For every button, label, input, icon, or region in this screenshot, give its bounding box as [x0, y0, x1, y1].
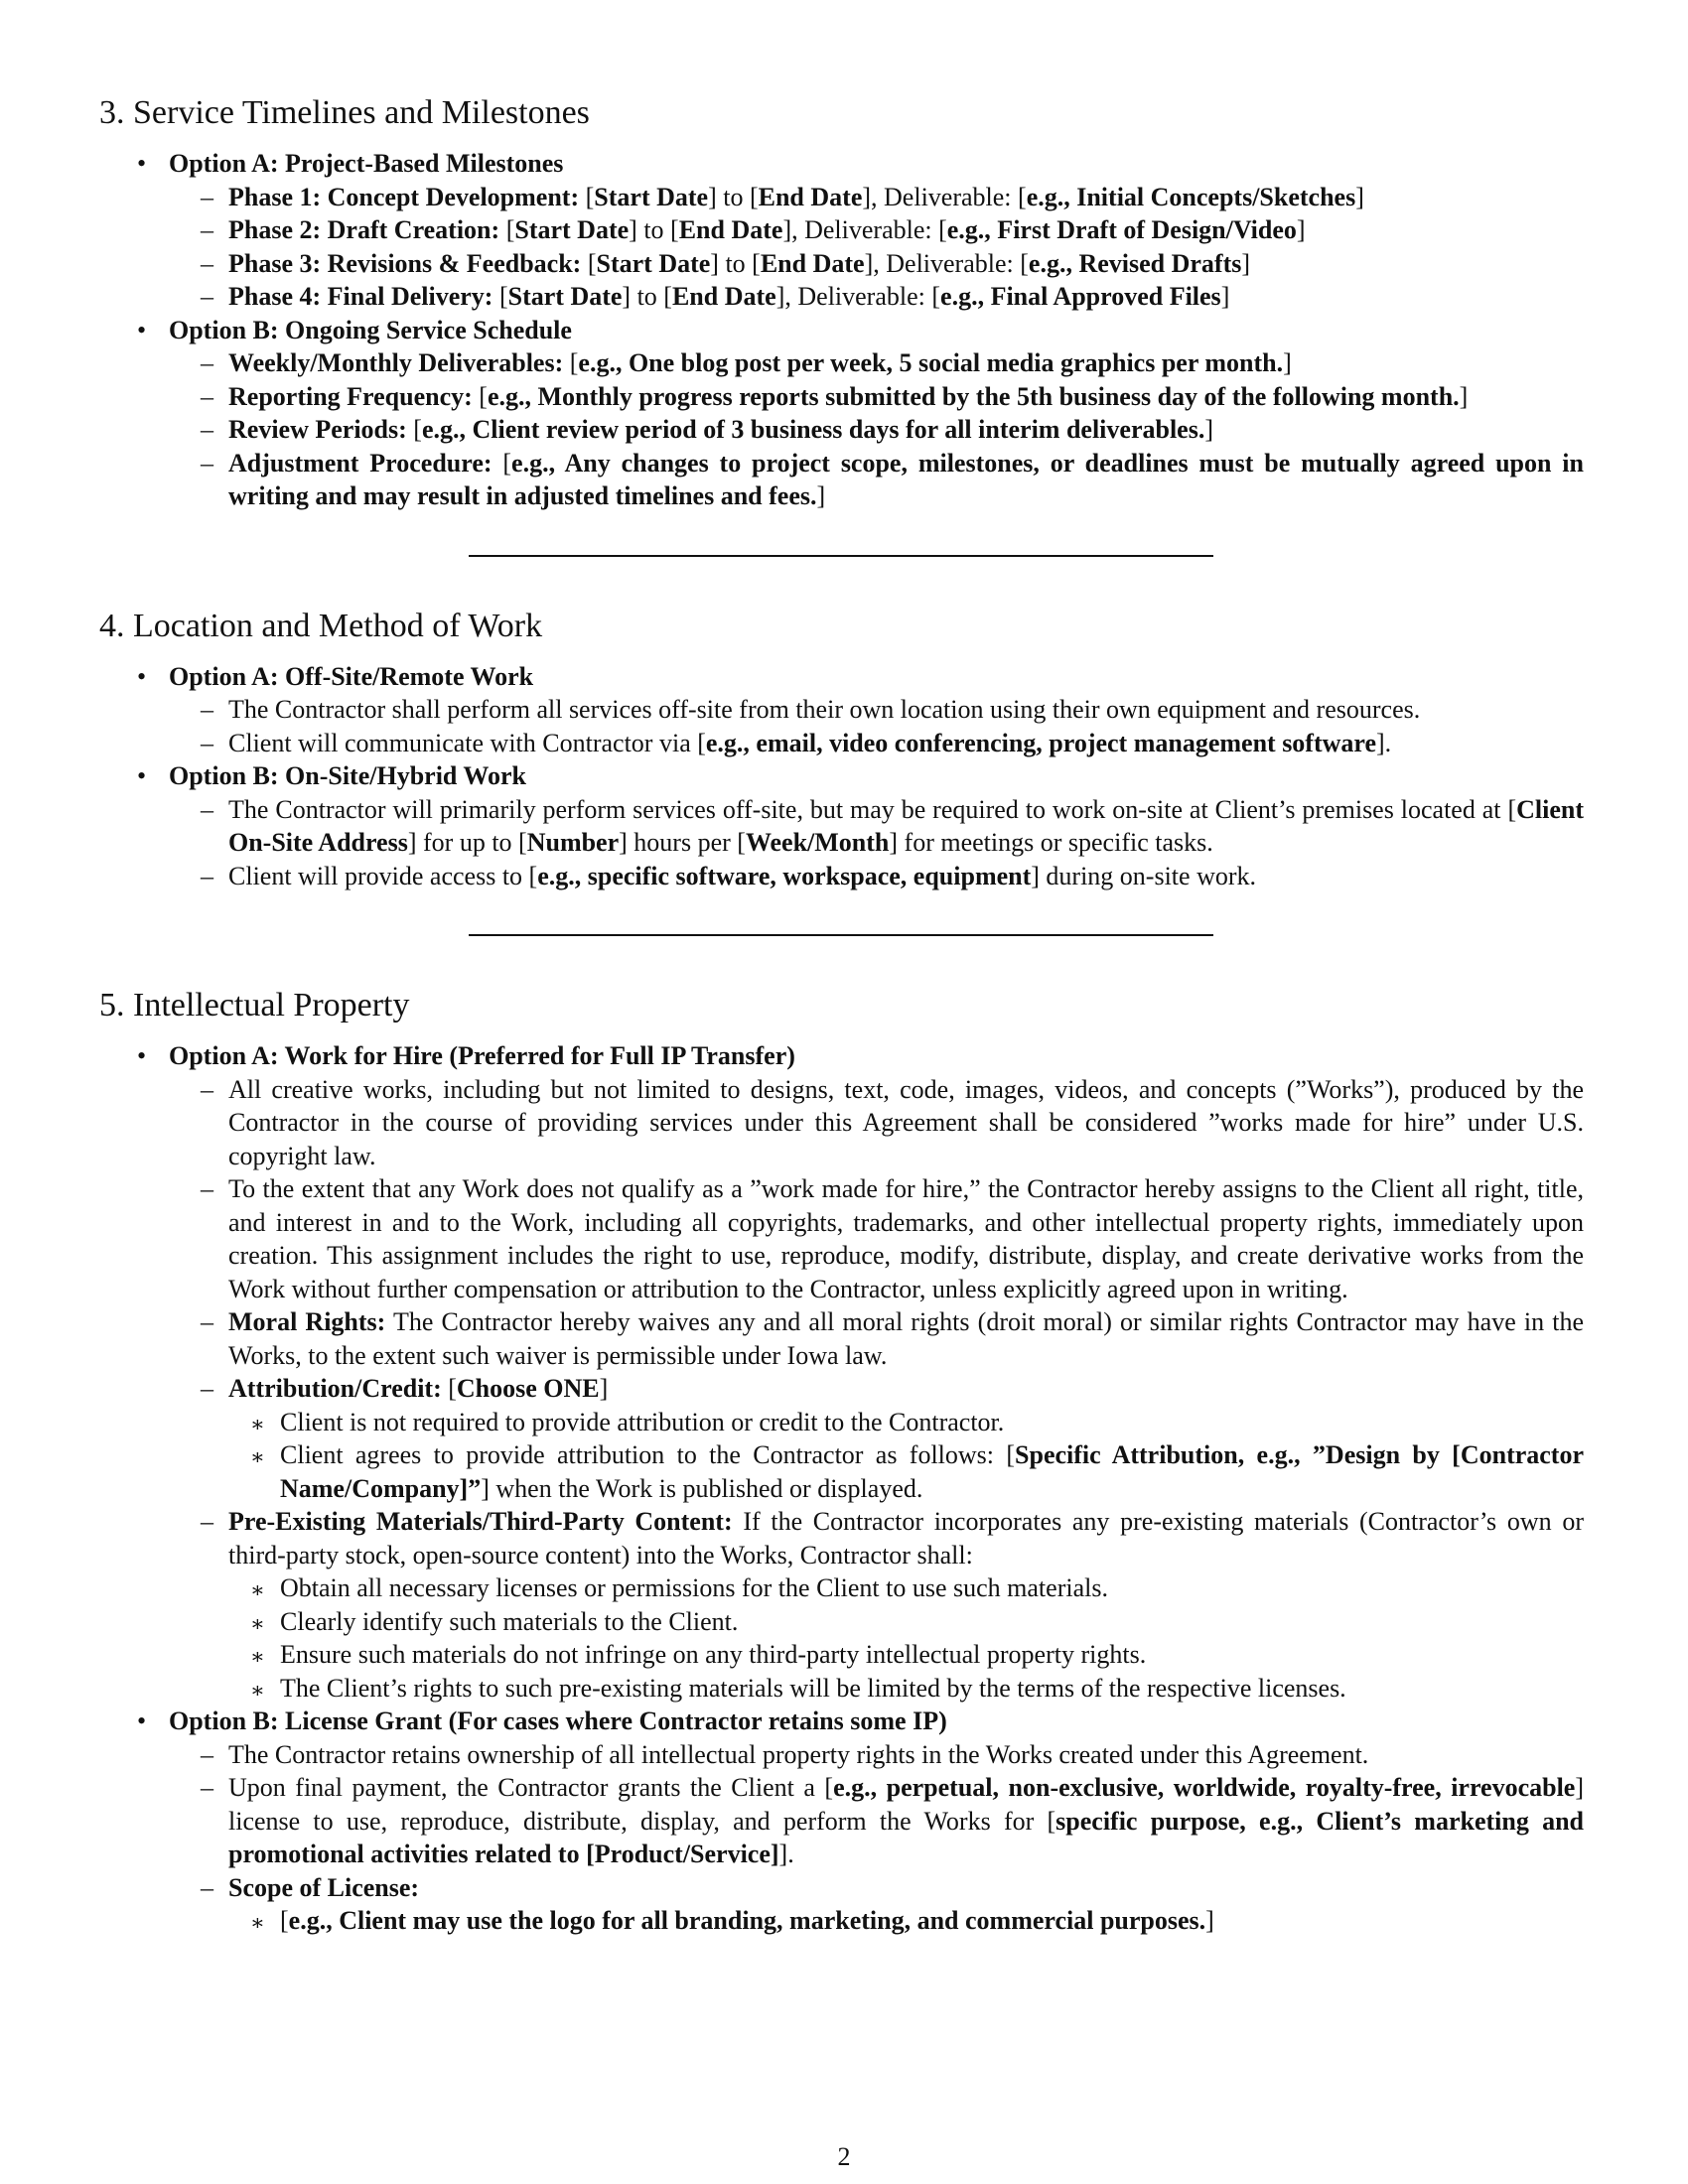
- dash-icon: –: [201, 794, 213, 824]
- list-item: [169, 693, 1584, 727]
- list-item: [169, 447, 1584, 513]
- list-item: [169, 346, 1584, 380]
- list-item: [169, 860, 1584, 893]
- list-item: [169, 793, 1584, 860]
- item-text: All creative works, including but not limited to designs, text, code, images, videos, and concepts (”Works”), produced by the Contractor in the course of providing services under this Agreement shall be considered ”works made for hire” under U.S. copyright law.: [228, 1074, 1584, 1170]
- dash-icon: –: [201, 1872, 213, 1902]
- section-divider: [469, 555, 1213, 557]
- dash-icon: –: [201, 248, 213, 278]
- asterisk-icon: ∗: [250, 1677, 265, 1703]
- dash-icon: –: [201, 1307, 213, 1336]
- item-text: Weekly/Monthly Deliverables: [e.g., One blog post per week, 5 social media graphics per month.]: [228, 348, 1292, 377]
- section-3: [99, 89, 1584, 557]
- list-item: [169, 213, 1584, 247]
- dash-icon: –: [201, 1507, 213, 1536]
- asterisk-icon: ∗: [250, 1910, 265, 1935]
- asterisk-icon: ∗: [250, 1411, 265, 1436]
- sub-list-item: [228, 1638, 1584, 1672]
- section-title: 3. Service Timelines and Milestones: [99, 94, 590, 131]
- section-4: [99, 603, 1584, 937]
- list-item: [169, 181, 1584, 214]
- bullet-icon: •: [137, 661, 147, 691]
- dash-icon: –: [201, 182, 213, 211]
- option-item: [99, 759, 1584, 892]
- item-text: The Contractor shall perform all services off-site from their own location using their own equipment and resources.: [228, 695, 1421, 724]
- sub-list-item: [228, 1406, 1584, 1439]
- list-item: [169, 1505, 1584, 1705]
- sub-item-text: Ensure such materials do not infringe on any third-party intellectual property rights.: [280, 1640, 1147, 1669]
- item-text: Upon final payment, the Contractor grants the Client a [e.g., perpetual, non-exclusive, worldwide, royalty-free, irrevocable] license to use, reproduce, distribute, display, and perform the Works for [specific purpose, e.g., Client’s marketing and promotional activities related to [Product/Service]].: [228, 1773, 1585, 1868]
- item-text: Scope of License:: [228, 1872, 420, 1902]
- sub-item-text: Clearly identify such materials to the Client.: [280, 1606, 739, 1636]
- page-number: 2: [837, 2142, 851, 2171]
- option-item: [99, 1705, 1584, 1938]
- list-item: [169, 1172, 1584, 1305]
- sub-item-text: [e.g., Client may use the logo for all branding, marketing, and commercial purposes.]: [280, 1906, 1214, 1935]
- bullet-icon: •: [137, 1706, 147, 1735]
- item-text: Attribution/Credit: [Choose ONE]: [228, 1374, 609, 1403]
- list-item: [169, 413, 1584, 447]
- option-item: [99, 147, 1584, 314]
- sub-item-text: Client agrees to provide attribution to the Contractor as follows: [Specific Attribution, e.g., ”Design by [Contractor Name/Company]”] when the Work is published or displayed.: [280, 1440, 1585, 1503]
- item-text: Review Periods: [e.g., Client review period of 3 business days for all interim deliverables.]: [228, 415, 1214, 444]
- option-label: Option A: Off-Site/Remote Work: [169, 661, 534, 691]
- dash-icon: –: [201, 282, 213, 311]
- dash-icon: –: [201, 215, 213, 244]
- sub-list-item: [228, 1605, 1584, 1639]
- list-item: [169, 280, 1584, 314]
- asterisk-icon: ∗: [250, 1610, 265, 1636]
- bullet-icon: •: [137, 315, 147, 344]
- document-page: [99, 89, 1584, 1938]
- dash-icon: –: [201, 381, 213, 411]
- section-5: [99, 982, 1584, 1938]
- list-item: [169, 727, 1584, 760]
- dash-icon: –: [201, 448, 213, 478]
- item-text: Phase 4: Final Delivery: [Start Date] to [End Date], Deliverable: [e.g., Final Approved Files]: [228, 282, 1230, 311]
- list-item: [169, 1073, 1584, 1173]
- dash-icon: –: [201, 728, 213, 757]
- item-text: The Contractor will primarily perform services off-site, but may be required to work on-site at Client’s premises located at [Client On-Site Address] for up to [Number] hours per [Week/Month] for meetings or specific tasks.: [228, 794, 1584, 857]
- item-text: To the extent that any Work does not qualify as a ”work made for hire,” the Contractor hereby assigns to the Client all right, title, and interest in and to the Work, including all copyrights, trademarks, and other intellectual property rights, immediately upon creation. This assignment includes the right to use, reproduce, modify, distribute, display, and create derivative works from the Work without further compensation or attribution to the Contractor, unless explicitly agreed upon in writing.: [228, 1174, 1584, 1303]
- sub-item-text: The Client’s rights to such pre-existing materials will be limited by the terms of the respective licenses.: [280, 1673, 1346, 1703]
- option-label: Option A: Work for Hire (Preferred for Full IP Transfer): [169, 1041, 795, 1070]
- option-item: [99, 660, 1584, 760]
- option-label: Option A: Project-Based Milestones: [169, 149, 564, 178]
- sub-item-text: Client is not required to provide attribution or credit to the Contractor.: [280, 1407, 1005, 1436]
- section-divider: [469, 934, 1213, 936]
- bullet-icon: •: [137, 761, 147, 790]
- item-text: Reporting Frequency: [e.g., Monthly progress reports submitted by the 5th business day of the following month.]: [228, 381, 1469, 411]
- dash-icon: –: [201, 415, 213, 444]
- sub-list-item: [228, 1438, 1584, 1505]
- asterisk-icon: ∗: [250, 1444, 265, 1469]
- list-item: [169, 1771, 1584, 1871]
- dash-icon: –: [201, 1074, 213, 1104]
- sub-list-item: [228, 1571, 1584, 1605]
- item-text: Client will provide access to [e.g., specific software, workspace, equipment] during on-site work.: [228, 861, 1257, 890]
- sub-item-text: Obtain all necessary licenses or permissions for the Client to use such materials.: [280, 1573, 1108, 1602]
- option-label: Option B: License Grant (For cases where Contractor retains some IP): [169, 1706, 947, 1735]
- dash-icon: –: [201, 1174, 213, 1203]
- list-item: [169, 1738, 1584, 1772]
- item-text: Phase 2: Draft Creation: [Start Date] to [End Date], Deliverable: [e.g., First Draft of Design/Video]: [228, 215, 1306, 244]
- item-text: Pre-Existing Materials/Third-Party Content: If the Contractor incorporates any pre-existing materials (Contractor’s own or third-party stock, open-source content) into the Works, Contractor shall:: [228, 1507, 1584, 1570]
- sub-list-item: [228, 1672, 1584, 1706]
- list-item: [169, 247, 1584, 281]
- dash-icon: –: [201, 1374, 213, 1403]
- dash-icon: –: [201, 348, 213, 377]
- dash-icon: –: [201, 1773, 213, 1802]
- section-title: 4. Location and Method of Work: [99, 607, 543, 644]
- list-item: [169, 1305, 1584, 1372]
- option-item: [99, 314, 1584, 513]
- bullet-icon: •: [137, 1041, 147, 1070]
- dash-icon: –: [201, 1739, 213, 1769]
- asterisk-icon: ∗: [250, 1644, 265, 1669]
- option-item: [99, 1039, 1584, 1705]
- item-text: Moral Rights: The Contractor hereby waives any and all moral rights (droit moral) or similar rights Contractor may have in the Works, to the extent such waiver is permissible under Iowa law.: [228, 1307, 1585, 1370]
- asterisk-icon: ∗: [250, 1577, 265, 1602]
- option-label: Option B: Ongoing Service Schedule: [169, 315, 572, 344]
- list-item: [169, 1372, 1584, 1505]
- item-text: Client will communicate with Contractor via [e.g., email, video conferencing, project management software].: [228, 728, 1392, 757]
- dash-icon: –: [201, 695, 213, 724]
- list-item: [169, 1871, 1584, 1938]
- section-title: 5. Intellectual Property: [99, 987, 410, 1024]
- option-label: Option B: On-Site/Hybrid Work: [169, 761, 526, 790]
- sub-list-item: [228, 1904, 1584, 1938]
- list-item: [169, 380, 1584, 414]
- item-text: Phase 3: Revisions & Feedback: [Start Date] to [End Date], Deliverable: [e.g., Revised Drafts]: [228, 248, 1251, 278]
- dash-icon: –: [201, 861, 213, 890]
- item-text: Adjustment Procedure: [e.g., Any changes to project scope, milestones, or deadlines must be mutually agreed upon in writing and may result in adjusted timelines and fees.]: [228, 448, 1584, 510]
- item-text: The Contractor retains ownership of all intellectual property rights in the Works created under this Agreement.: [228, 1739, 1369, 1769]
- bullet-icon: •: [137, 149, 147, 178]
- item-text: Phase 1: Concept Development: [Start Date] to [End Date], Deliverable: [e.g., Initial Concepts/Sketches]: [228, 182, 1364, 211]
